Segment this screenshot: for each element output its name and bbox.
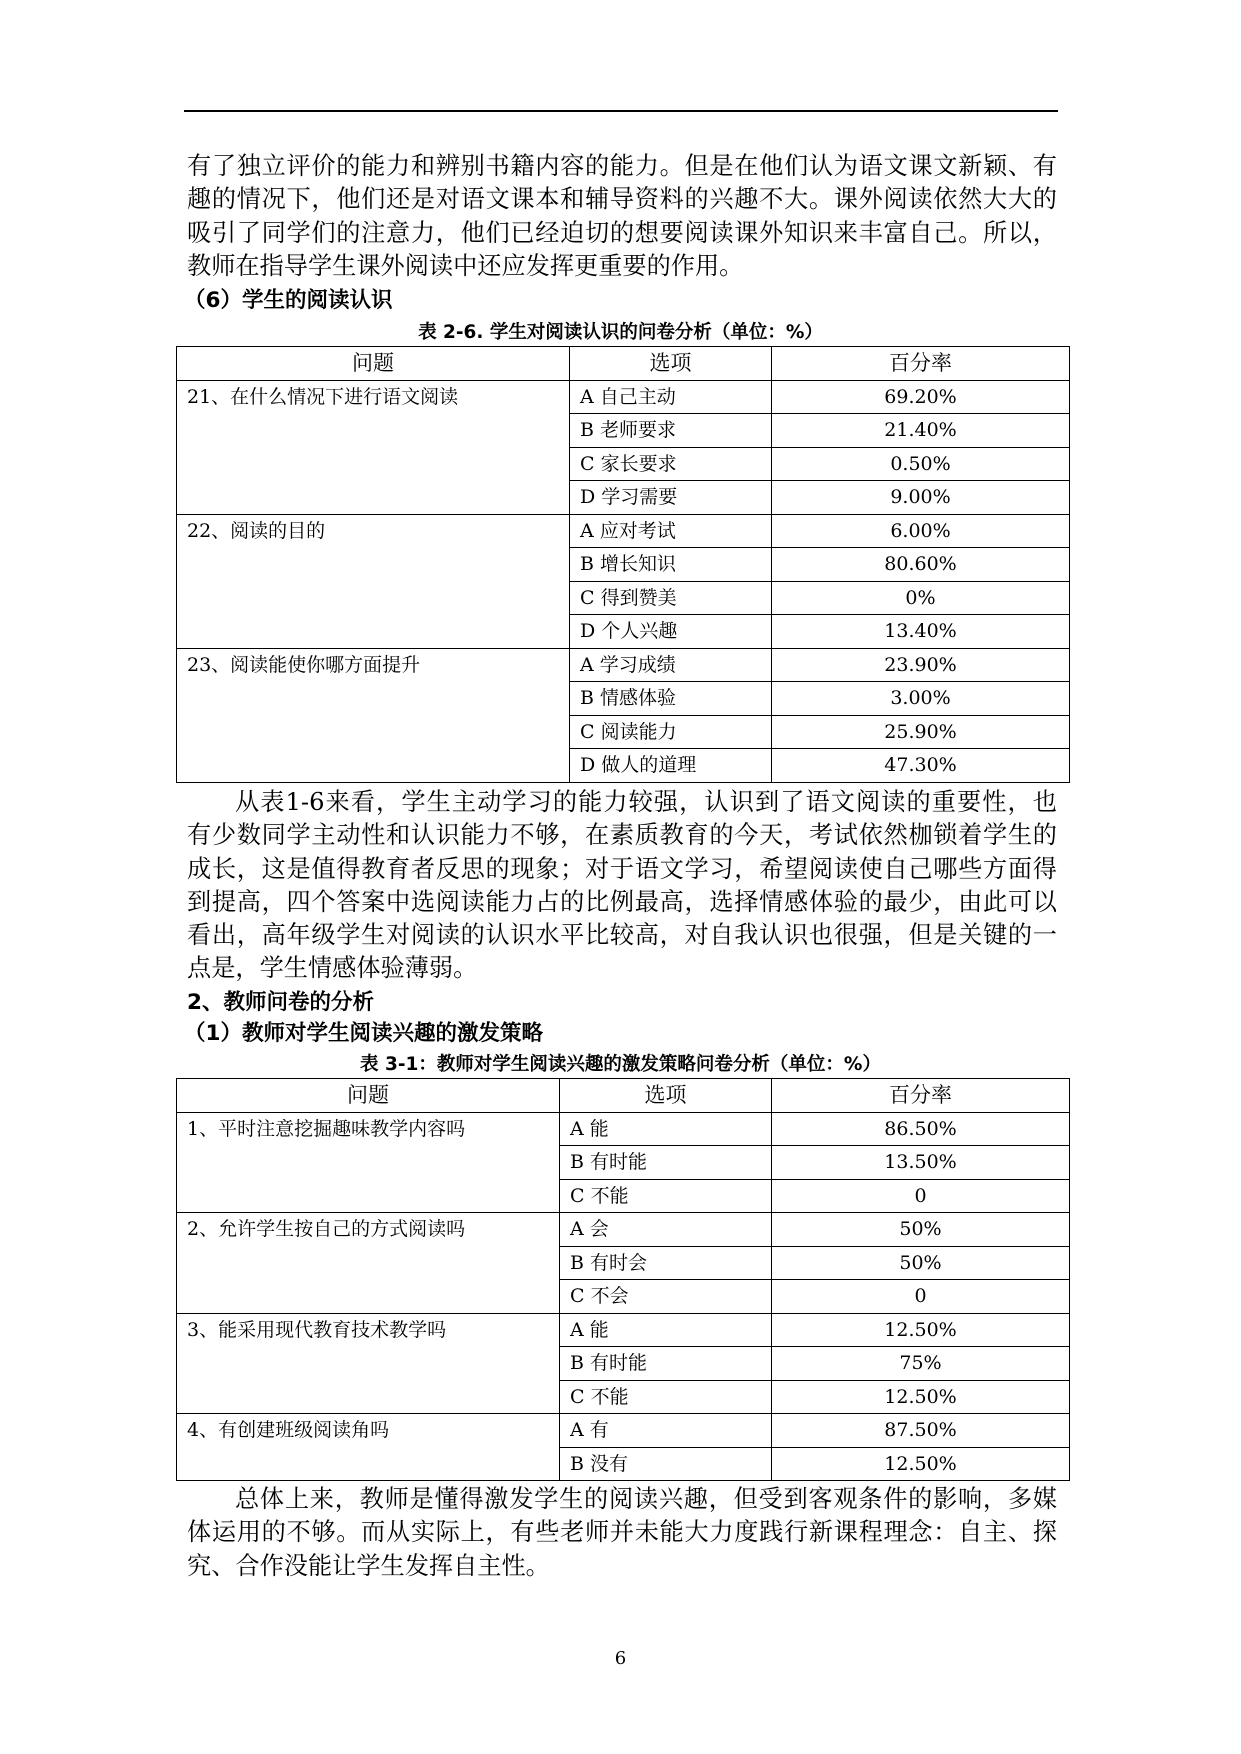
- option-cell: A 有: [560, 1414, 772, 1448]
- analysis-paragraph: [187, 786, 1057, 986]
- option-cell: B 有时会: [560, 1246, 772, 1280]
- question-cell: 2、允许学生按自己的方式阅读吗: [177, 1213, 560, 1314]
- option-cell: D 学习需要: [570, 481, 772, 515]
- header-question: 问题: [177, 1079, 560, 1113]
- option-cell: C 得到赞美: [570, 581, 772, 615]
- header-question: 问题: [177, 347, 570, 381]
- percentage-cell: 0.50%: [772, 447, 1070, 481]
- table-row: [177, 1112, 1070, 1146]
- question-cell: 4、有创建班级阅读角吗: [177, 1414, 560, 1481]
- text-line: 有少数同学主动性和认识能力不够，在素质教育的今天，考试依然枷锁着学生的: [187, 821, 1057, 850]
- option-cell: B 没有: [560, 1447, 772, 1481]
- percentage-cell: 9.00%: [772, 481, 1070, 515]
- table1-caption: 表 2-6. 学生对阅读认识的问卷分析（单位：%）: [418, 322, 823, 343]
- percentage-cell: 3.00%: [772, 682, 1070, 716]
- option-cell: D 做人的道理: [570, 749, 772, 783]
- section-heading-2: 2、教师问卷的分析: [187, 990, 374, 1015]
- question-cell: 1、平时注意挖掘趣味教学内容吗: [177, 1112, 560, 1213]
- percentage-cell: 12.50%: [772, 1380, 1070, 1414]
- table-row: [177, 1414, 1070, 1448]
- percentage-cell: 86.50%: [772, 1112, 1070, 1146]
- table-row: [177, 1313, 1070, 1347]
- option-cell: A 能: [560, 1313, 772, 1347]
- intro-paragraph: [187, 150, 1057, 283]
- header-option: 选项: [570, 347, 772, 381]
- header-percentage: 百分率: [772, 347, 1070, 381]
- percentage-cell: 0: [772, 1179, 1070, 1213]
- option-cell: D 个人兴趣: [570, 615, 772, 649]
- table-teacher-strategies: [176, 1078, 1070, 1481]
- percentage-cell: 6.00%: [772, 514, 1070, 548]
- option-cell: A 学习成绩: [570, 648, 772, 682]
- text-line: 教师在指导学生课外阅读中还应发挥更重要的作用。: [187, 251, 744, 280]
- text-line: 从表1-6来看，学生主动学习的能力较强，认识到了语文阅读的重要性，也: [235, 788, 1057, 816]
- table-row: [177, 648, 1070, 682]
- option-cell: B 老师要求: [570, 414, 772, 448]
- table-row: [177, 514, 1070, 548]
- option-cell: B 有时能: [560, 1146, 772, 1180]
- table-row: [177, 1213, 1070, 1247]
- table-header-row: [177, 1079, 1070, 1113]
- text-line: 吸引了同学们的注意力，他们已经迫切的想要阅读课外知识来丰富自己。所以，: [187, 218, 1057, 247]
- option-cell: C 家长要求: [570, 447, 772, 481]
- option-cell: C 不会: [560, 1280, 772, 1314]
- text-line: 点是，学生情感体验薄弱。: [187, 954, 478, 983]
- option-cell: A 应对考试: [570, 514, 772, 548]
- table2-caption: 表 3-1：教师对学生阅读兴趣的激发策略问卷分析（单位：%）: [360, 1054, 881, 1075]
- text-line: 有了独立评价的能力和辨别书籍内容的能力。但是在他们认为语文课文新颖、有: [187, 152, 1057, 180]
- table-reading-awareness: [176, 346, 1070, 783]
- percentage-cell: 87.50%: [772, 1414, 1070, 1448]
- percentage-cell: 25.90%: [772, 715, 1070, 749]
- option-cell: C 不能: [560, 1179, 772, 1213]
- option-cell: A 能: [560, 1112, 772, 1146]
- percentage-cell: 12.50%: [772, 1447, 1070, 1481]
- percentage-cell: 0%: [772, 581, 1070, 615]
- option-cell: C 不能: [560, 1380, 772, 1414]
- percentage-cell: 0: [772, 1280, 1070, 1314]
- text-line: 看出，高年级学生对阅读的认识水平比较高，对自我认识也很强，但是关键的一: [187, 921, 1057, 950]
- percentage-cell: 21.40%: [772, 414, 1070, 448]
- percentage-cell: 13.50%: [772, 1146, 1070, 1180]
- text-line: 趣的情况下，他们还是对语文课本和辅导资料的兴趣不大。课外阅读依然大大的: [187, 185, 1057, 214]
- option-cell: B 有时能: [560, 1347, 772, 1381]
- option-cell: B 情感体验: [570, 682, 772, 716]
- text-line: 到提高，四个答案中选阅读能力占的比例最高，选择情感体验的最少，由此可以: [187, 887, 1057, 916]
- question-cell: 22、阅读的目的: [177, 514, 570, 648]
- text-line: 体运用的不够。而从实际上，有些老师并未能大力度践行新课程理念：自主、探: [187, 1518, 1057, 1547]
- option-cell: B 增长知识: [570, 548, 772, 582]
- page-number: 6: [614, 1648, 627, 1669]
- percentage-cell: 23.90%: [772, 648, 1070, 682]
- header-rule: [184, 110, 1058, 112]
- text-line: 成长，这是值得教育者反思的现象；对于语文学习，希望阅读使自己哪些方面得: [187, 854, 1057, 883]
- summary-paragraph: [187, 1483, 1057, 1583]
- percentage-cell: 75%: [772, 1347, 1070, 1381]
- percentage-cell: 12.50%: [772, 1313, 1070, 1347]
- header-option: 选项: [560, 1079, 772, 1113]
- table-row: [177, 380, 1070, 414]
- question-cell: 3、能采用现代教育技术教学吗: [177, 1313, 560, 1414]
- percentage-cell: 69.20%: [772, 380, 1070, 414]
- question-cell: 21、在什么情况下进行语文阅读: [177, 380, 570, 514]
- table-header-row: [177, 347, 1070, 381]
- question-cell: 23、阅读能使你哪方面提升: [177, 648, 570, 782]
- percentage-cell: 13.40%: [772, 615, 1070, 649]
- text-line: 究、合作没能让学生发挥自主性。: [187, 1551, 550, 1580]
- text-line: 总体上来，教师是懂得激发学生的阅读兴趣，但受到客观条件的影响，多媒: [235, 1485, 1057, 1513]
- percentage-cell: 50%: [772, 1213, 1070, 1247]
- section-heading-6: （6）学生的阅读认识: [184, 288, 393, 313]
- option-cell: A 自己主动: [570, 380, 772, 414]
- percentage-cell: 80.60%: [772, 548, 1070, 582]
- percentage-cell: 47.30%: [772, 749, 1070, 783]
- option-cell: C 阅读能力: [570, 715, 772, 749]
- option-cell: A 会: [560, 1213, 772, 1247]
- percentage-cell: 50%: [772, 1246, 1070, 1280]
- section-heading-2-1: （1）教师对学生阅读兴趣的激发策略: [184, 1021, 543, 1046]
- header-percentage: 百分率: [772, 1079, 1070, 1113]
